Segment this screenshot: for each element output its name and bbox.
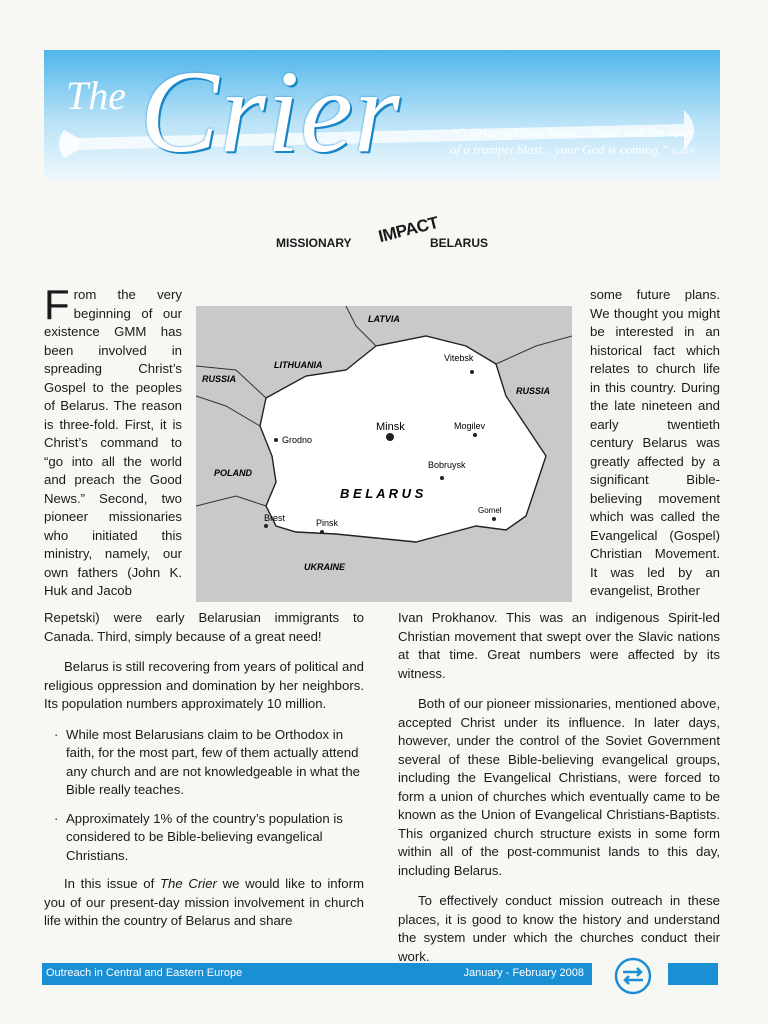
recovering-paragraph: Belarus is still recovering from years of political and religious oppression and domination by her neighbors. Its population numbers approximately 10 million. (44, 659, 364, 711)
right-column-body (398, 609, 720, 978)
map-label-latvia: LATVIA (368, 314, 400, 324)
city-dot-grodno (274, 438, 278, 442)
footer-date: January - February 2008 (463, 967, 584, 979)
list-item: · Approximately 1% of the country’s population is considered to be Bible-believing evangelical Christians. (66, 810, 364, 866)
map-label-belarus: B E L A R U S (340, 486, 424, 501)
right-column-top: some future plans. We thought you might be interested in an historical fact which relates to church life in this country. During the late nineteen and early twentieth century Belarus was greatly affected by a significant Bible-believing movement which was called the Evangelical (Gospel) Christian Movement. It was led by an evangelist, Brother (590, 287, 720, 598)
footer-bar (42, 963, 592, 985)
city-label-bobruysk: Bobruysk (428, 460, 466, 470)
quote-reference: Is.40:9 (671, 147, 695, 156)
pioneers-paragraph: Both of our pioneer missionaries, mentioned above, accepted Christ under its influence. In later days, however, under the control of the Soviet Government several of these Bible-believing evangelical groups, including the Evangelical Christians, were forced to form a union of churches which eventually came to be known as the Union of Evangelical Christians-Baptists. This organized church structure exists in some form within all of the post-communist lands to this day, including Belarus. (398, 696, 720, 878)
list-item: · While most Belarusians claim to be Orthodox in faith, for the most part, few of them actually attend any church and are not knowledgeable in what the Bible really teaches. (66, 726, 364, 800)
city-dot-vitebsk (470, 370, 474, 374)
city-dot-mogilev (473, 433, 477, 437)
outreach-paragraph: To effectively conduct mission outreach in these places, it is good to know the history and understand the system under which the churches conduct their work. (398, 893, 720, 964)
headline-missionary: MISSIONARY (276, 236, 352, 250)
map-label-russia-east: RUSSIA (516, 386, 551, 396)
map-label-poland: POLAND (214, 468, 252, 478)
footer-tagline: Outreach in Central and Eastern Europe (46, 967, 243, 979)
footer-page-box (668, 963, 718, 985)
exchange-arrows-logo-icon (614, 957, 652, 995)
issue-text-before: In this issue of (64, 876, 160, 891)
prokhanov-paragraph: Ivan Prokhanov. This was an indigenous Spirit-led Christian movement that swept over the Slavic nations at that time. Great numbers were affected by its witness. (398, 610, 720, 681)
intro-continued: Repetski) were early Belarusian immigrants to Canada. Third, simply because of a great need! (44, 610, 364, 644)
city-label-gomel: Gomel (478, 506, 502, 515)
drop-cap: F (44, 281, 70, 328)
city-dot-minsk (386, 433, 394, 441)
intro-text: rom the very beginning of our existence GMM has been involved in spreading Christ’s Gospel to the peoples of Belarus. The reason is three-fold. First, it is Christ’s command to “go into all the world and preach the Good News.” Second, two pioneer missionaries who initiated this ministry, namely, our own fathers (John K. Huk and Jacob (44, 287, 182, 598)
city-label-brest: Brest (264, 513, 286, 523)
issue-publication-title: The Crier (159, 876, 217, 891)
masthead (44, 50, 720, 180)
city-label-vitebsk: Vitebsk (444, 353, 474, 363)
masthead-crier: Crier (140, 50, 401, 177)
map-label-ukraine: UKRAINE (304, 562, 346, 572)
issue-paragraph (44, 875, 364, 931)
city-label-pinsk: Pinsk (316, 518, 339, 528)
city-dot-pinsk (320, 530, 324, 534)
city-dot-brest (264, 524, 268, 528)
map-label-russia-west: RUSSIA (202, 374, 237, 384)
city-dot-gomel (492, 517, 496, 521)
headline (0, 212, 768, 266)
map-label-lithuania: LITHUANIA (274, 360, 323, 370)
city-label-minsk: Minsk (376, 421, 405, 433)
city-dot-bobruysk (440, 476, 444, 480)
belarus-map (196, 306, 572, 602)
quote-line-2: of a trumpet blast... your God is coming.” (450, 142, 669, 157)
intro-paragraph (44, 281, 182, 601)
city-label-mogilev: Mogilev (454, 421, 486, 431)
left-column-body (44, 609, 364, 943)
masthead-the: The (66, 73, 126, 118)
headline-belarus: BELARUS (430, 236, 489, 250)
facts-list (44, 726, 364, 866)
masthead-quote (450, 124, 712, 160)
city-label-grodno: Grodno (282, 435, 313, 445)
issue-text-after: we would like to inform you of our present-day mission involvement in church life within the country of Belarus and share (44, 876, 364, 928)
headline-impact: IMPACT (376, 212, 441, 247)
quote-line-1: “O Crier of Good News.... shout with the voice (450, 125, 695, 140)
